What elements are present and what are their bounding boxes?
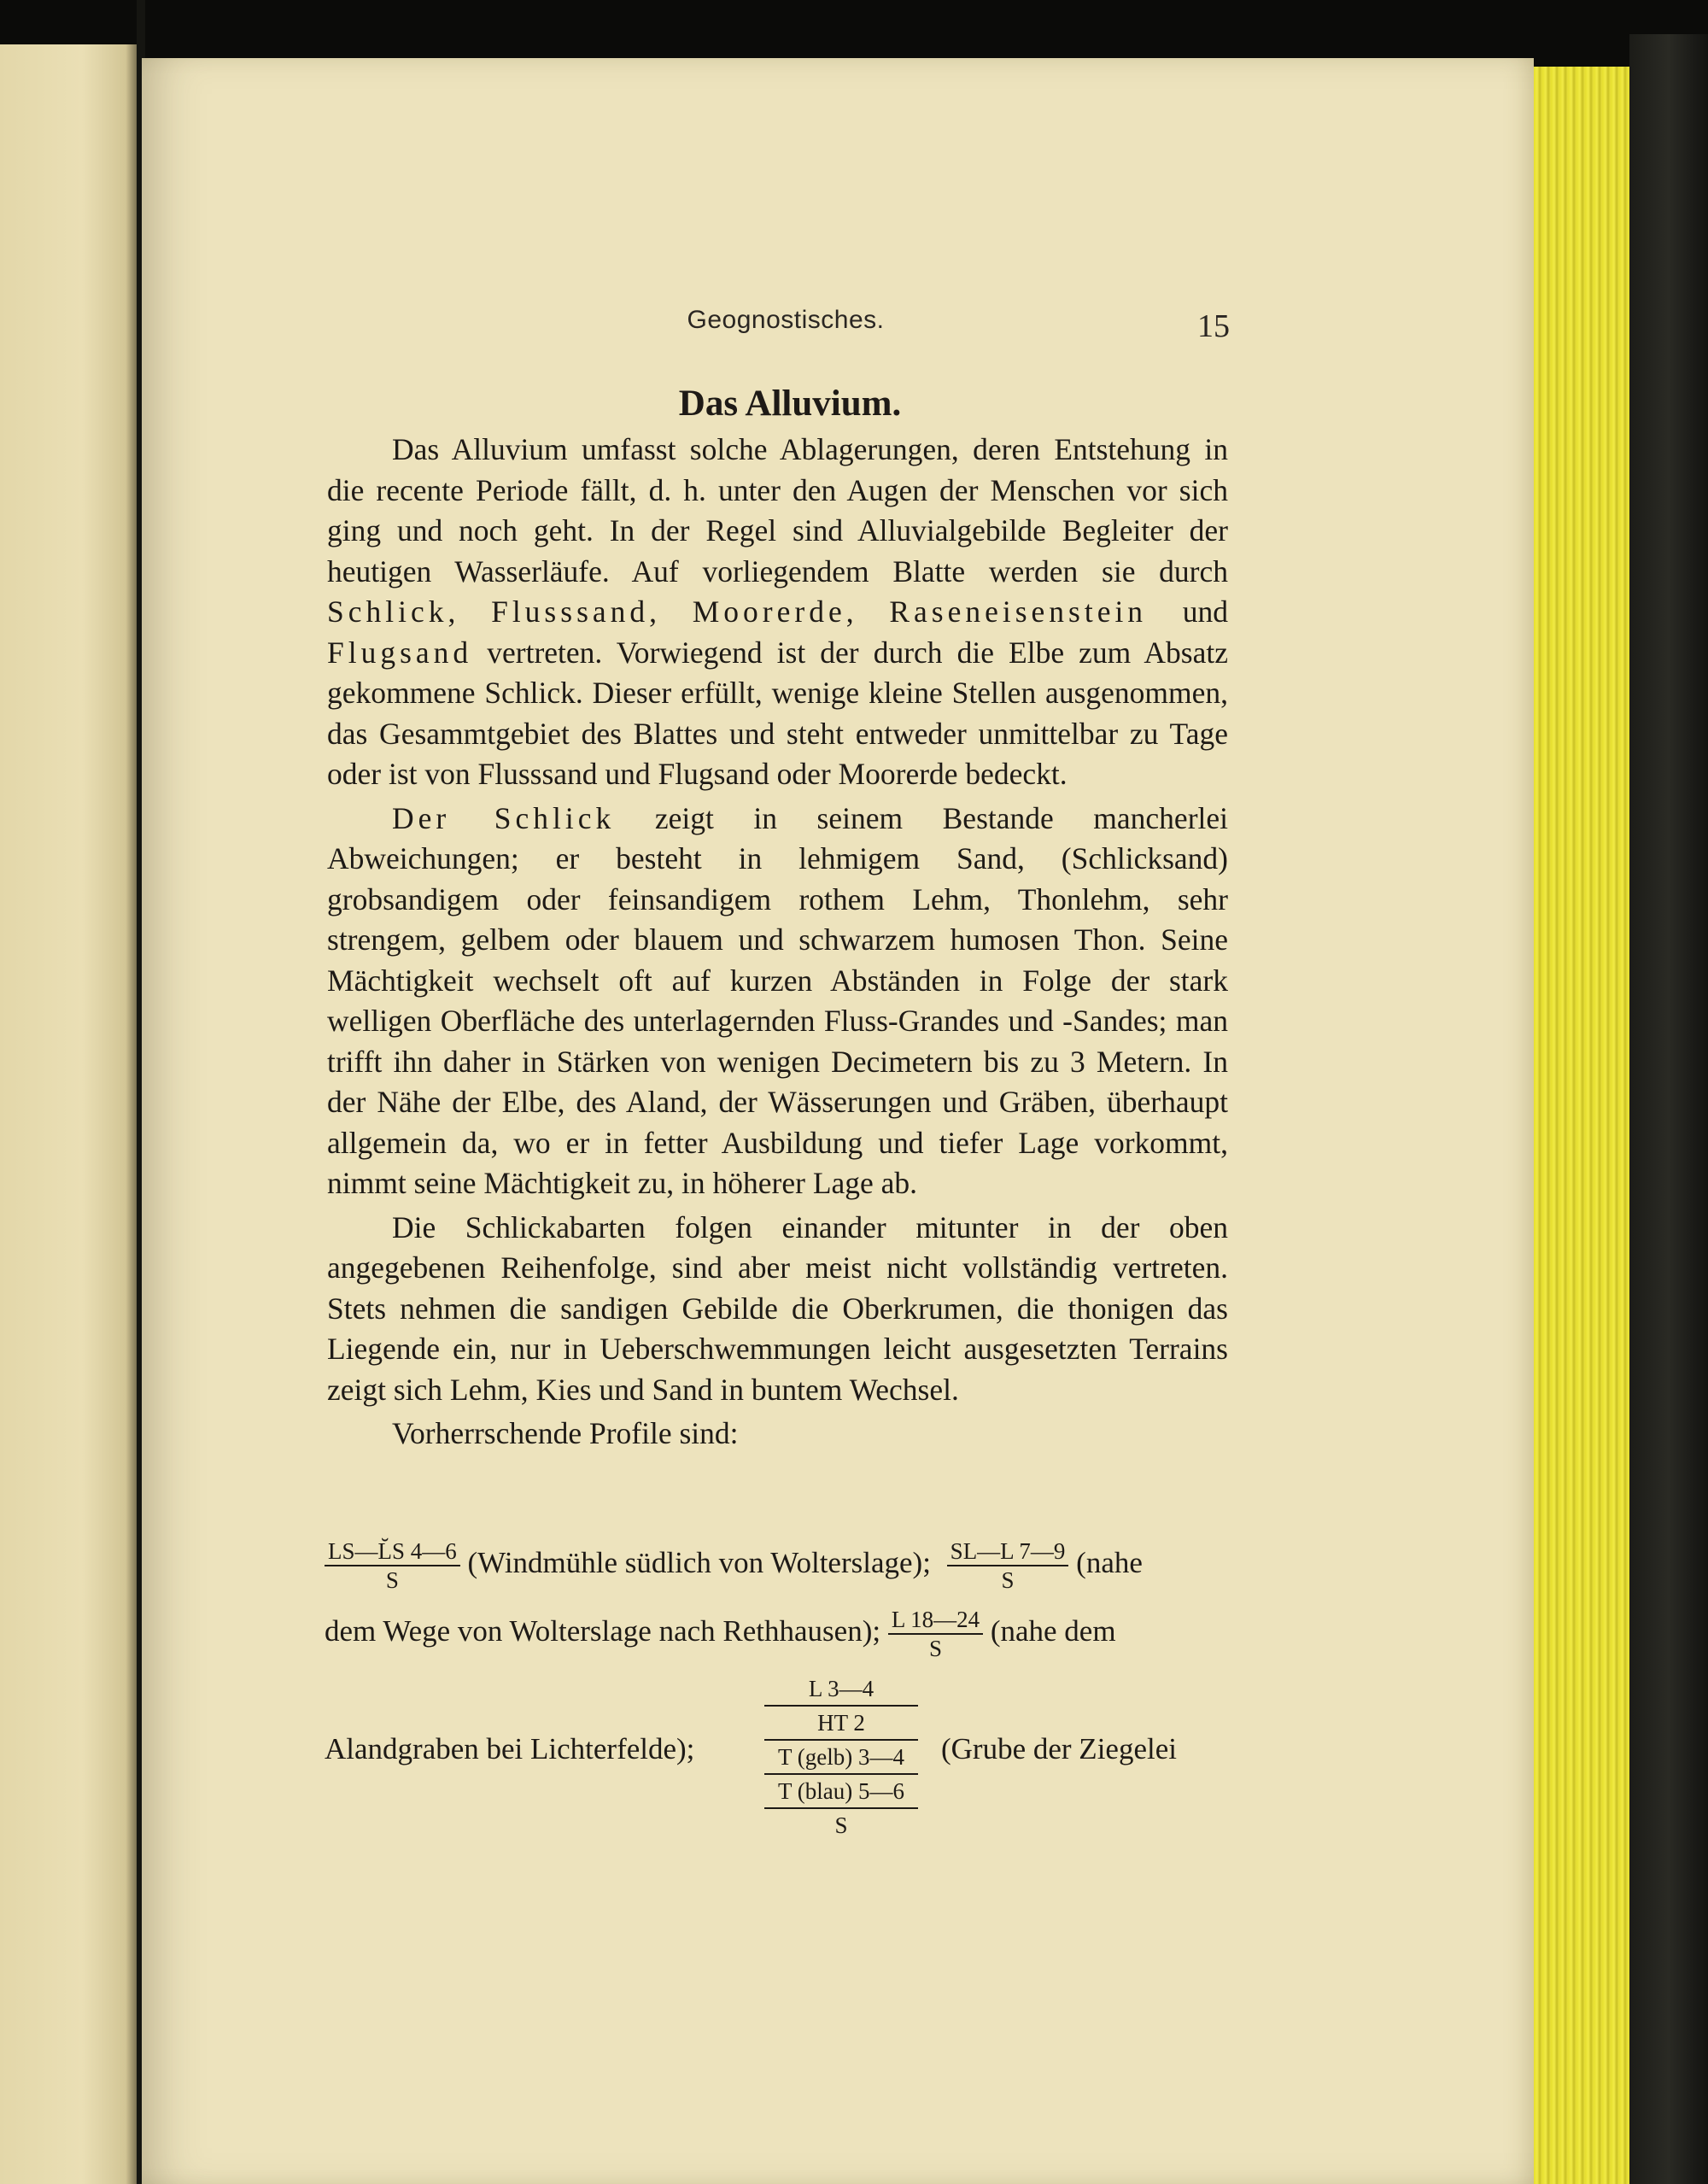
term-flugsand: Flugsand: [327, 635, 473, 670]
page-edges: [1534, 67, 1629, 2184]
paragraph-2: Der Schlick zeigt in seinem Bestande mancherlei Abweichungen; er besteht in lehmigem Sand, (Schlicksand) grobsandigem oder feinsandigem rothem Lehm, Thonlehm, sehr strengem, gelbem oder blauem und schwarzem humosen Thon. Seine Mächtigkeit wechselt oft auf kurzen Abständen in Folge der stark welligen Oberfläche des unterlagernden Fluss-Grandes und -Sandes; man trifft ihn daher in Stärken von wenigen Decimetern bis zu 3 Metern. In der Nähe der Elbe, des Aland, der Wässerungen und Gräben, überhaupt allgemein da, wo er in fetter Ausbildung und tiefer Lage vorkommt, nimmt seine Mächtigkeit zu, in höherer Lage ab.: [327, 800, 1228, 1200]
paragraph-1: Das Alluvium umfasst solche Ablagerungen, deren Entstehung in die recente Periode fällt, d. h. unter den Augen der Menschen vor sich ging und noch geht. In der Regel sind Alluvialgebilde Begleiter der heutigen Wasserläufe. Auf vorliegendem Blatte werden sie durch Schlick, Flusssand, Moorerde, Raseneisenstein und Flugsand vertreten. Vorwiegend ist der durch die Elbe zum Absatz gekommene Schlick. Dieser erfüllt, wenige kleine Stellen ausgenommen, das Gesammtgebiet des Blattes und steht entweder unmittelbar zu Tage oder ist von Flusssand und Flugsand oder Moorerde bedeckt.: [327, 432, 1229, 791]
term-moorerde: Moorerde: [692, 594, 846, 629]
paragraph-3: Die Schlickabarten folgen einander mitunter in der oben angegebenen Reihenfolge, sind aber meist nicht vollständig vertreten. Stets nehmen die sandigen Gebilde die Oberkrumen, die thonigen das Liegende ein, nur in Ueberschwemmungen leicht ausgesetzten Terrains zeigt sich Lehm, Kies und Sand in buntem Wechsel.: [327, 1209, 1228, 1407]
left-page-edge: [0, 44, 137, 2184]
term-schlick: Schlick: [327, 594, 448, 629]
term-raseneisenstein: Raseneisenstein: [889, 594, 1148, 629]
profile-line-3: Alandgraben bei Lichterfelde); (Grube der Ziegelei: [325, 1732, 1177, 1765]
term-flusssand: Flusssand: [491, 594, 650, 629]
profile-stack: L 3—4 HT 2 T (gelb) 3—4 T (blau) 5—6 S: [764, 1672, 918, 1841]
book-cover: [1629, 34, 1708, 2184]
page-number: 15: [1197, 308, 1230, 344]
profile-fraction-1: $\frac{LS—L̆S 4—6}{S}$: [325, 1537, 460, 1594]
running-header: Geognostisches.: [687, 306, 885, 334]
profile-line-1: $\frac{LS—L̆S 4—6}{S}$ (Windmühle südlich von Wolterslage); $\frac{SL—L 7—9}{S}$ (nahe: [325, 1537, 1230, 1594]
term-der-schlick: Der Schlick: [392, 800, 616, 835]
paragraph-4: Vorherrschende Profile sind:: [392, 1416, 739, 1450]
profile-fraction-2: $\frac{SL—L 7—9}{S}$: [947, 1537, 1069, 1594]
profile-fraction-3: $\frac{L 18—24}{S}$: [888, 1606, 983, 1662]
section-title: Das Alluvium.: [678, 384, 902, 424]
profile-line-2: dem Wege von Wolterslage nach Rethhausen); $\frac{L 18—24}{S}$ (nahe dem: [325, 1607, 1116, 1661]
body-text: [327, 430, 1228, 1455]
